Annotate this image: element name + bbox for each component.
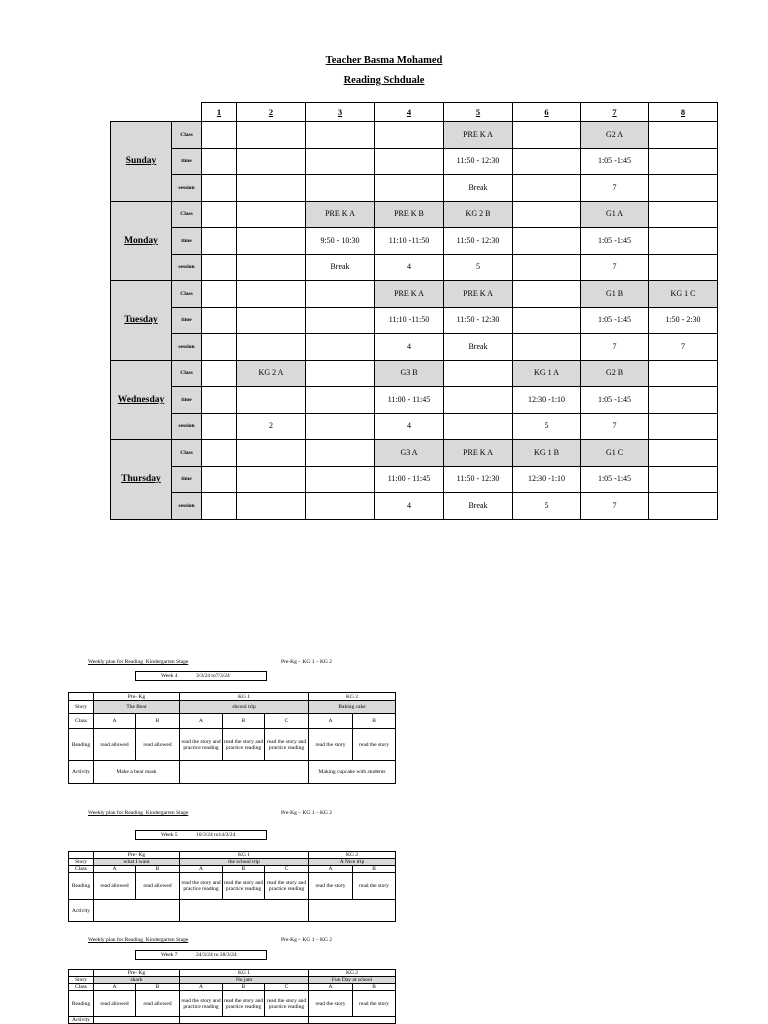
reading-cell: read allowed bbox=[94, 729, 136, 761]
time-cell: 9:50 - 10:30 bbox=[306, 228, 375, 255]
time-cell: 1:50 - 2:30 bbox=[649, 307, 718, 334]
empty-cell bbox=[94, 900, 180, 922]
session-cell: 7 bbox=[581, 175, 649, 202]
empty-cell bbox=[202, 148, 237, 175]
class-cell: G3 A bbox=[375, 440, 444, 467]
reading-cell: read the story and practice reading bbox=[223, 991, 265, 1017]
class-cell: C bbox=[265, 714, 309, 729]
empty-cell bbox=[306, 387, 375, 414]
empty-cell bbox=[202, 228, 237, 255]
class-cell: G1 A bbox=[581, 201, 649, 228]
empty-cell bbox=[444, 360, 513, 387]
tuesday-class-row bbox=[111, 281, 718, 308]
reading-cell: read the story bbox=[353, 873, 396, 900]
class-cell: A bbox=[180, 866, 223, 873]
time-cell: 11:50 - 12:30 bbox=[444, 148, 513, 175]
class-cell: KG 2 B bbox=[444, 201, 513, 228]
tuesday-time-row bbox=[111, 307, 718, 334]
period-number: 6 bbox=[513, 103, 581, 122]
time-cell: 11:50 - 12:30 bbox=[444, 228, 513, 255]
empty-cell bbox=[306, 466, 375, 493]
row-label-reading: Reading bbox=[69, 991, 94, 1017]
time-cell: 1:05 -1:45 bbox=[581, 228, 649, 255]
wednesday-class-row bbox=[111, 360, 718, 387]
empty-cell bbox=[202, 334, 237, 361]
class-cell: PRE K A bbox=[306, 201, 375, 228]
schedule-title: Reading Schduale bbox=[343, 75, 425, 86]
empty-cell bbox=[649, 148, 718, 175]
session-cell: 7 bbox=[581, 334, 649, 361]
reading-cell: read the story bbox=[309, 729, 353, 761]
time-cell: 12:30 -1:10 bbox=[513, 387, 581, 414]
story-cell: Baking cake bbox=[309, 701, 396, 714]
empty-cell bbox=[237, 466, 306, 493]
period-number: 8 bbox=[649, 103, 718, 122]
reading-row bbox=[69, 729, 396, 761]
reading-cell: read the story and practice reading bbox=[180, 729, 223, 761]
empty-cell bbox=[237, 281, 306, 308]
empty-cell bbox=[649, 466, 718, 493]
empty-cell bbox=[513, 228, 581, 255]
week-box bbox=[135, 950, 267, 960]
empty-cell bbox=[649, 122, 718, 149]
period-number: 4 bbox=[375, 103, 444, 122]
time-cell: 11:50 - 12:30 bbox=[444, 466, 513, 493]
empty-cell bbox=[513, 254, 581, 281]
weekly-plan-heading: Weekly plan for Reading Kindergarten Stage bbox=[88, 659, 189, 665]
class-cell: A bbox=[94, 866, 136, 873]
group-header-pre-kg: Pre- Kg bbox=[94, 852, 180, 859]
monday-time-row bbox=[111, 228, 718, 255]
class-cell: A bbox=[309, 866, 353, 873]
story-cell: No jam bbox=[180, 977, 309, 984]
class-cell: PRE K A bbox=[444, 281, 513, 308]
class-cell: A bbox=[94, 714, 136, 729]
class-cell: B bbox=[353, 714, 396, 729]
class-cell: PRE K A bbox=[375, 281, 444, 308]
period-header-row bbox=[111, 103, 718, 122]
empty-cell bbox=[306, 307, 375, 334]
time-cell: 11:00 - 11:45 bbox=[375, 466, 444, 493]
empty-cell bbox=[94, 1017, 180, 1024]
empty-cell bbox=[306, 360, 375, 387]
row-label-activity: Activity bbox=[69, 900, 94, 922]
empty-cell bbox=[306, 175, 375, 202]
empty-cell bbox=[202, 201, 237, 228]
empty-cell bbox=[180, 1017, 309, 1024]
time-cell: 1:05 -1:45 bbox=[581, 387, 649, 414]
period-number: 5 bbox=[444, 103, 513, 122]
story-cell: shcool trip bbox=[180, 701, 309, 714]
reading-cell: read the story and practice reading bbox=[265, 991, 309, 1017]
row-label-class: Class bbox=[172, 122, 202, 149]
reading-cell: read allowed bbox=[136, 873, 180, 900]
group-header-pre-kg: Pre- Kg bbox=[94, 693, 180, 701]
row-label-time: time bbox=[172, 228, 202, 255]
wednesday-session-row bbox=[111, 413, 718, 440]
reading-cell: read the story and practice reading bbox=[223, 873, 265, 900]
group-header-kg2: KG 2 bbox=[309, 693, 396, 701]
weekly-plan-table bbox=[68, 851, 396, 922]
period-number: 7 bbox=[581, 103, 649, 122]
class-cell: PRE K A bbox=[444, 440, 513, 467]
empty-cell bbox=[309, 900, 396, 922]
activity-row bbox=[69, 900, 396, 922]
reading-cell: read the story and practice reading bbox=[180, 873, 223, 900]
reading-cell: read the story bbox=[353, 729, 396, 761]
empty-cell bbox=[237, 201, 306, 228]
session-cell: 7 bbox=[581, 413, 649, 440]
row-label-class: Class bbox=[69, 984, 94, 991]
class-cell: A bbox=[94, 984, 136, 991]
empty-cell bbox=[180, 761, 309, 784]
empty-cell bbox=[306, 281, 375, 308]
reading-cell: read the story and practice reading bbox=[180, 991, 223, 1017]
empty-cell bbox=[237, 334, 306, 361]
empty-cell bbox=[649, 254, 718, 281]
activity-cell: Make a bear mask bbox=[94, 761, 180, 784]
empty-cell bbox=[306, 122, 375, 149]
empty-cell bbox=[306, 440, 375, 467]
class-cell: G2 A bbox=[581, 122, 649, 149]
week-dates: 10/3/24 to14/3/24 bbox=[196, 832, 236, 838]
empty-cell bbox=[513, 201, 581, 228]
empty-cell bbox=[649, 413, 718, 440]
story-row bbox=[69, 859, 396, 866]
empty-cell bbox=[237, 122, 306, 149]
row-label-class: Class bbox=[69, 714, 94, 729]
weekly-plan-table bbox=[68, 692, 396, 784]
weekly-plan-heading: Weekly plan for Reading Kindergarten Stage bbox=[88, 937, 189, 943]
empty-cell bbox=[237, 387, 306, 414]
row-label-time: time bbox=[172, 148, 202, 175]
class-row bbox=[69, 714, 396, 729]
story-cell: A Nice trip bbox=[309, 859, 396, 866]
class-cell: G1 B bbox=[581, 281, 649, 308]
activity-row bbox=[69, 761, 396, 784]
empty-cell bbox=[202, 493, 237, 520]
row-label-class: Class bbox=[172, 281, 202, 308]
row-label-session: session bbox=[172, 413, 202, 440]
class-cell: B bbox=[136, 866, 180, 873]
activity-cell: Making cupcake with students bbox=[309, 761, 396, 784]
time-cell: 11:10 -11:50 bbox=[375, 307, 444, 334]
class-cell: KG 1 A bbox=[513, 360, 581, 387]
empty-cell bbox=[202, 254, 237, 281]
group-header-kg1: KG 1 bbox=[180, 970, 309, 977]
empty-cell bbox=[309, 1017, 396, 1024]
class-cell: B bbox=[223, 984, 265, 991]
empty-cell bbox=[306, 334, 375, 361]
row-label-time: time bbox=[172, 387, 202, 414]
week-box bbox=[135, 671, 267, 681]
period-number: 3 bbox=[306, 103, 375, 122]
empty-cell bbox=[202, 175, 237, 202]
reading-cell: read the story bbox=[353, 991, 396, 1017]
empty-cell bbox=[202, 440, 237, 467]
session-cell: 5 bbox=[513, 413, 581, 440]
group-header-kg1: KG 1 bbox=[180, 852, 309, 859]
empty-cell bbox=[513, 281, 581, 308]
group-header-row bbox=[69, 852, 396, 859]
group-header-row bbox=[69, 693, 396, 701]
class-cell: G3 B bbox=[375, 360, 444, 387]
story-row bbox=[69, 701, 396, 714]
row-label-reading: Reading bbox=[69, 729, 94, 761]
reading-row bbox=[69, 991, 396, 1017]
class-cell: KG 1 C bbox=[649, 281, 718, 308]
stage-levels: Pre-Kg – KG 1 – KG 2 bbox=[281, 810, 333, 816]
empty-cell bbox=[237, 254, 306, 281]
story-cell: the school trip bbox=[180, 859, 309, 866]
class-cell: A bbox=[309, 714, 353, 729]
empty-cell bbox=[513, 334, 581, 361]
empty-cell bbox=[444, 413, 513, 440]
empty-cell bbox=[513, 148, 581, 175]
class-row bbox=[69, 866, 396, 873]
story-row bbox=[69, 977, 396, 984]
empty-cell bbox=[237, 493, 306, 520]
empty-cell bbox=[202, 122, 237, 149]
sunday-class-row bbox=[111, 122, 718, 149]
empty-cell bbox=[202, 413, 237, 440]
reading-cell: read allowed bbox=[94, 991, 136, 1017]
group-header-kg2: KG 2 bbox=[309, 970, 396, 977]
row-label-story: Story bbox=[69, 977, 94, 984]
empty-cell bbox=[237, 228, 306, 255]
sunday-time-row bbox=[111, 148, 718, 175]
empty-cell bbox=[69, 693, 94, 701]
reading-row bbox=[69, 873, 396, 900]
class-cell: KG 1 B bbox=[513, 440, 581, 467]
row-label-class: Class bbox=[172, 201, 202, 228]
class-cell: KG 2 A bbox=[237, 360, 306, 387]
stage-levels: Pre-Kg – KG 1 – KG 2 bbox=[281, 937, 333, 943]
class-cell: B bbox=[353, 984, 396, 991]
session-cell: Break bbox=[444, 493, 513, 520]
empty-cell bbox=[513, 307, 581, 334]
row-label-story: Story bbox=[69, 859, 94, 866]
week-label: Week 7 bbox=[161, 952, 178, 958]
session-cell: 2 bbox=[237, 413, 306, 440]
row-label-time: time bbox=[172, 307, 202, 334]
empty-cell bbox=[69, 970, 94, 977]
row-label-story: Story bbox=[69, 701, 94, 714]
week-label: Week 5 bbox=[161, 832, 178, 838]
thursday-time-row bbox=[111, 466, 718, 493]
empty-cell bbox=[375, 122, 444, 149]
class-cell: B bbox=[223, 714, 265, 729]
row-label-session: session bbox=[172, 493, 202, 520]
reading-cell: read the story and practice reading bbox=[223, 729, 265, 761]
time-cell: 1:05 -1:45 bbox=[581, 148, 649, 175]
period-number: 2 bbox=[237, 103, 306, 122]
empty-cell bbox=[180, 900, 309, 922]
row-label-activity: Activity bbox=[69, 761, 94, 784]
class-row bbox=[69, 984, 396, 991]
time-cell: 1:05 -1:45 bbox=[581, 466, 649, 493]
day-name-thursday: Thursday bbox=[111, 440, 172, 520]
class-cell: B bbox=[353, 866, 396, 873]
row-label-session: session bbox=[172, 254, 202, 281]
class-cell: A bbox=[309, 984, 353, 991]
wednesday-time-row bbox=[111, 387, 718, 414]
story-cell: shark bbox=[94, 977, 180, 984]
monday-session-row bbox=[111, 254, 718, 281]
empty-cell bbox=[202, 307, 237, 334]
thursday-class-row bbox=[111, 440, 718, 467]
reading-cell: read the story bbox=[309, 991, 353, 1017]
empty-cell bbox=[375, 148, 444, 175]
empty-cell bbox=[202, 360, 237, 387]
row-label-reading: Reading bbox=[69, 873, 94, 900]
empty-cell bbox=[375, 175, 444, 202]
session-cell: 4 bbox=[375, 334, 444, 361]
reading-schedule-table bbox=[110, 102, 718, 520]
week-box bbox=[135, 830, 267, 840]
empty-cell bbox=[513, 122, 581, 149]
reading-cell: read allowed bbox=[94, 873, 136, 900]
row-label-session: session bbox=[172, 334, 202, 361]
empty-cell bbox=[649, 175, 718, 202]
session-cell: 4 bbox=[375, 254, 444, 281]
week-dates: 24/3/24 to 28/3/24 bbox=[196, 952, 237, 958]
teacher-name-title: Teacher Basma Mohamed bbox=[325, 55, 443, 66]
sunday-session-row bbox=[111, 175, 718, 202]
stage-levels: Pre-Kg – KG 1 – KG 2 bbox=[281, 659, 333, 665]
time-cell: 1:05 -1:45 bbox=[581, 307, 649, 334]
class-cell: C bbox=[265, 984, 309, 991]
class-cell: PRE K A bbox=[444, 122, 513, 149]
tuesday-session-row bbox=[111, 334, 718, 361]
reading-cell: read the story and practice reading bbox=[265, 873, 309, 900]
reading-cell: read the story and practice reading bbox=[265, 729, 309, 761]
class-cell: B bbox=[223, 866, 265, 873]
session-cell: 4 bbox=[375, 413, 444, 440]
period-number: 1 bbox=[202, 103, 237, 122]
session-cell: 5 bbox=[513, 493, 581, 520]
row-label-class: Class bbox=[172, 360, 202, 387]
row-label-session: session bbox=[172, 175, 202, 202]
session-cell: 5 bbox=[444, 254, 513, 281]
group-header-kg1: KG 1 bbox=[180, 693, 309, 701]
empty-cell bbox=[649, 493, 718, 520]
reading-cell: read the story bbox=[309, 873, 353, 900]
empty-cell bbox=[306, 148, 375, 175]
time-cell: 11:50 - 12:30 bbox=[444, 307, 513, 334]
week-label: Week 4 bbox=[161, 673, 178, 679]
empty-cell bbox=[237, 440, 306, 467]
class-cell: B bbox=[136, 714, 180, 729]
empty-cell bbox=[444, 387, 513, 414]
empty-cell bbox=[69, 852, 94, 859]
session-cell: 7 bbox=[581, 254, 649, 281]
empty-cell bbox=[649, 440, 718, 467]
empty-cell bbox=[649, 360, 718, 387]
empty-cell bbox=[649, 387, 718, 414]
time-cell: 11:00 - 11:45 bbox=[375, 387, 444, 414]
empty-cell bbox=[306, 413, 375, 440]
row-label-time: time bbox=[172, 466, 202, 493]
story-cell: what I want bbox=[94, 859, 180, 866]
empty-cell bbox=[649, 228, 718, 255]
activity-row bbox=[69, 1017, 396, 1024]
class-cell: G1 C bbox=[581, 440, 649, 467]
day-name-monday: Monday bbox=[111, 201, 172, 281]
row-label-activity: Activity bbox=[69, 1017, 94, 1024]
group-header-row bbox=[69, 970, 396, 977]
session-cell: Break bbox=[306, 254, 375, 281]
group-header-kg2: KG 2 bbox=[309, 852, 396, 859]
reading-cell: read allowed bbox=[136, 729, 180, 761]
class-cell: A bbox=[180, 714, 223, 729]
empty-cell bbox=[306, 493, 375, 520]
empty-cell bbox=[202, 281, 237, 308]
time-cell: 11:10 -11:50 bbox=[375, 228, 444, 255]
time-cell: 12:30 -1:10 bbox=[513, 466, 581, 493]
class-cell: A bbox=[180, 984, 223, 991]
empty-cell bbox=[513, 175, 581, 202]
class-cell: B bbox=[136, 984, 180, 991]
session-cell: 4 bbox=[375, 493, 444, 520]
weekly-plan-table bbox=[68, 969, 396, 1024]
monday-class-row bbox=[111, 201, 718, 228]
day-name-sunday: Sunday bbox=[111, 122, 172, 202]
day-name-tuesday: Tuesday bbox=[111, 281, 172, 361]
class-cell: C bbox=[265, 866, 309, 873]
thursday-session-row bbox=[111, 493, 718, 520]
weekly-plan-heading: Weekly plan for Reading Kindergarten Stage bbox=[88, 810, 189, 816]
reading-cell: read allowed bbox=[136, 991, 180, 1017]
session-cell: Break bbox=[444, 175, 513, 202]
corner-blank bbox=[172, 103, 202, 122]
row-label-class: Class bbox=[69, 866, 94, 873]
class-cell: PRE K B bbox=[375, 201, 444, 228]
empty-cell bbox=[202, 387, 237, 414]
story-cell: Fun Day at school bbox=[309, 977, 396, 984]
empty-cell bbox=[237, 307, 306, 334]
session-cell: Break bbox=[444, 334, 513, 361]
session-cell: 7 bbox=[581, 493, 649, 520]
class-cell: G2 B bbox=[581, 360, 649, 387]
story-cell: The Bear bbox=[94, 701, 180, 714]
week-dates: 3/3/24 to7/3/24 bbox=[196, 673, 230, 679]
empty-cell bbox=[237, 175, 306, 202]
group-header-pre-kg: Pre- Kg bbox=[94, 970, 180, 977]
empty-cell bbox=[202, 466, 237, 493]
corner-blank bbox=[111, 103, 172, 122]
session-cell: 7 bbox=[649, 334, 718, 361]
day-name-wednesday: Wednesday bbox=[111, 360, 172, 440]
empty-cell bbox=[649, 201, 718, 228]
row-label-class: Class bbox=[172, 440, 202, 467]
empty-cell bbox=[237, 148, 306, 175]
